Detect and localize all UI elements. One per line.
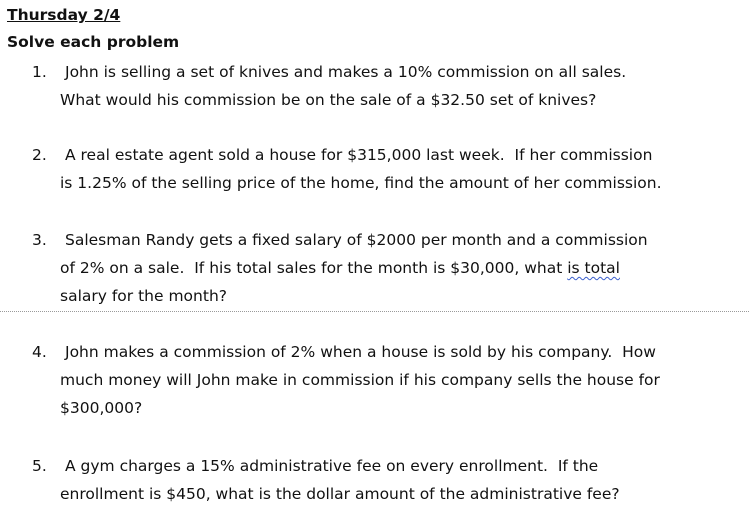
problem-number: 4. (32, 343, 47, 361)
problem-text: What would his commission be on the sale of a $32.50 set of knives? (60, 91, 597, 109)
problem-line (32, 58, 732, 86)
problem-text: A real estate agent sold a house for $315,000 last week. If her commission (65, 146, 653, 164)
problem-text: John is selling a set of knives and makes a 10% commission on all sales. (65, 63, 627, 81)
instructions-heading: Solve each problem (7, 33, 180, 51)
problem-text: is 1.25% of the selling price of the home, find the amount of her commission. (60, 174, 662, 192)
problem-line (32, 338, 732, 366)
problem-text: A gym charges a 15% administrative fee on every enrollment. If the (65, 457, 599, 475)
problem-4 (32, 338, 732, 422)
problem-text: $300,000? (60, 399, 143, 417)
problem-line (32, 254, 732, 282)
problem-line (32, 141, 732, 169)
problem-1 (32, 58, 732, 114)
problem-line (32, 226, 732, 254)
problem-number: 3. (32, 231, 47, 249)
problem-2 (32, 141, 732, 197)
problem-number: 5. (32, 457, 47, 475)
problem-text: Salesman Randy gets a fixed salary of $2000 per month and a commission (65, 231, 648, 249)
problem-line (32, 452, 732, 480)
problem-3 (32, 226, 732, 310)
problem-number: 2. (32, 146, 47, 164)
problem-text: of 2% on a sale. If his total sales for the month is $30,000, what (60, 259, 568, 277)
page-break-divider (0, 311, 749, 312)
problem-text: much money will John make in commission if his company sells the house for (60, 371, 660, 389)
problem-number: 1. (32, 63, 47, 81)
date-heading: Thursday 2/4 (7, 6, 121, 24)
problem-text: salary for the month? (60, 287, 227, 305)
problem-text: John makes a commission of 2% when a house is sold by his company. How (65, 343, 656, 361)
spellcheck-flagged-text[interactable]: is total (567, 259, 620, 277)
problem-text: enrollment is $450, what is the dollar amount of the administrative fee? (60, 485, 620, 503)
problem-5 (32, 452, 732, 508)
